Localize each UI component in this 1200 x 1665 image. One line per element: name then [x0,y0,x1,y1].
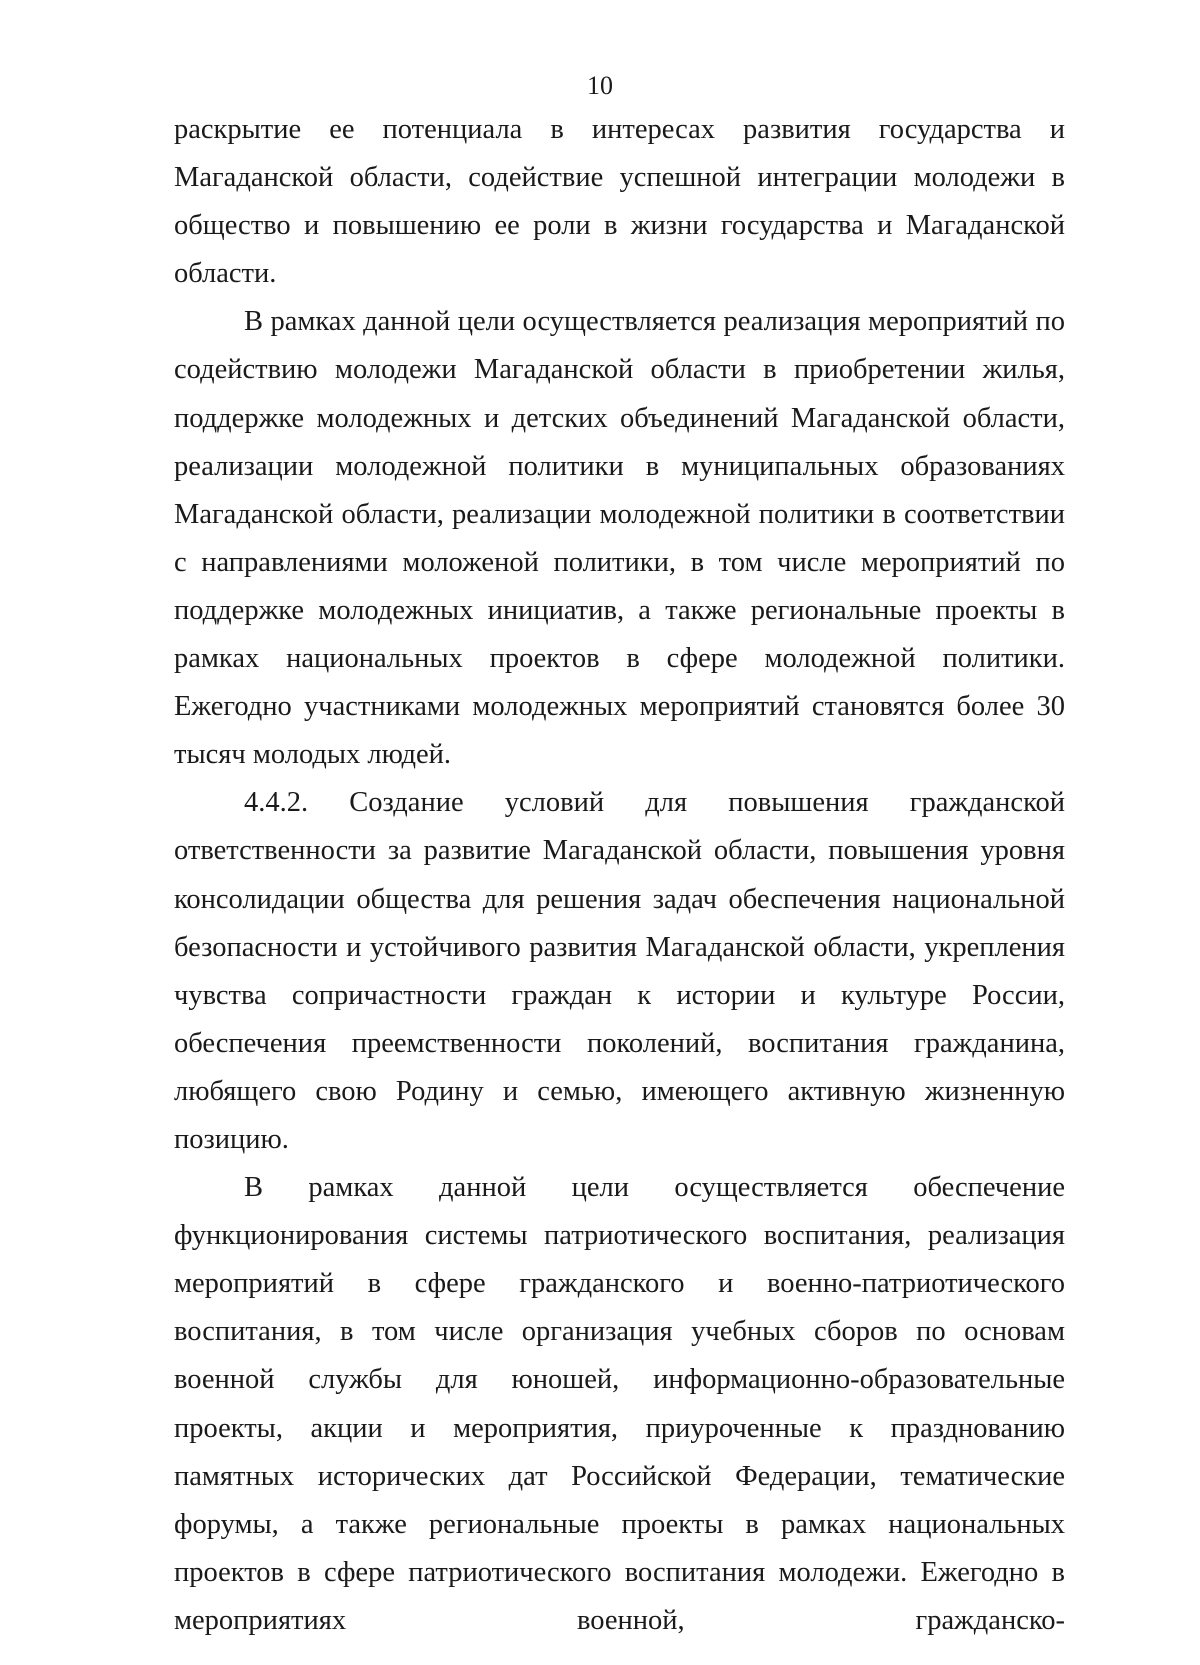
document-body [174,106,1065,1645]
paragraph-continuation: раскрытие ее потенциала в интересах развития государства и Магаданской области, содействие успешной интеграции молодежи в общество и повышению ее роли в жизни государства и Магаданской области. [174,114,1065,290]
paragraph-section-4-4-2: 4.4.2. Создание условий для повышения гражданской ответственности за развитие Магаданской области, повышения уровня консолидации общества для решения задач обеспечения национальной безопасности и устойчивого развития Магаданской области, укрепления чувства сопричастности граждан к истории и культуре России, обеспечения преемственности поколений, воспитания гражданина, любящего свою Родину и семью, имеющего активную жизненную позицию. [174,787,1065,1155]
paragraph-youth-measures: В рамках данной цели осуществляется реализация мероприятий по содействию молодежи Магаданской области в приобретении жилья, поддержке молодежных и детских объединений Магаданской области, реализации молодежной политики в муниципальных образованиях Магаданской области, реализации молодежной политики в соответствии с направлениями моложеной политики, в том числе мероприятий по поддержке молодежных инициатив, а также региональные проекты в рамках национальных проектов в сфере молодежной политики. Ежегодно участниками молодежных мероприятий становятся более 30 тысяч молодых людей. [174,306,1065,771]
paragraph-patriotic-education: В рамках данной цели осуществляется обеспечение функционирования системы патриотического воспитания, реализация мероприятий в сфере гражданского и военно-патриотического воспитания, в том числе организация учебных сборов по основам военной службы для юношей, информационно-образовательные проекты, акции и мероприятия, приуроченные к празднованию памятных исторических дат Российской Федерации, тематические форумы, а также региональные проекты в рамках национальных проектов в сфере патриотического воспитания молодежи. Ежегодно в мероприятиях военной, гражданско- [174,1172,1065,1636]
page-number: 10 [587,71,613,100]
